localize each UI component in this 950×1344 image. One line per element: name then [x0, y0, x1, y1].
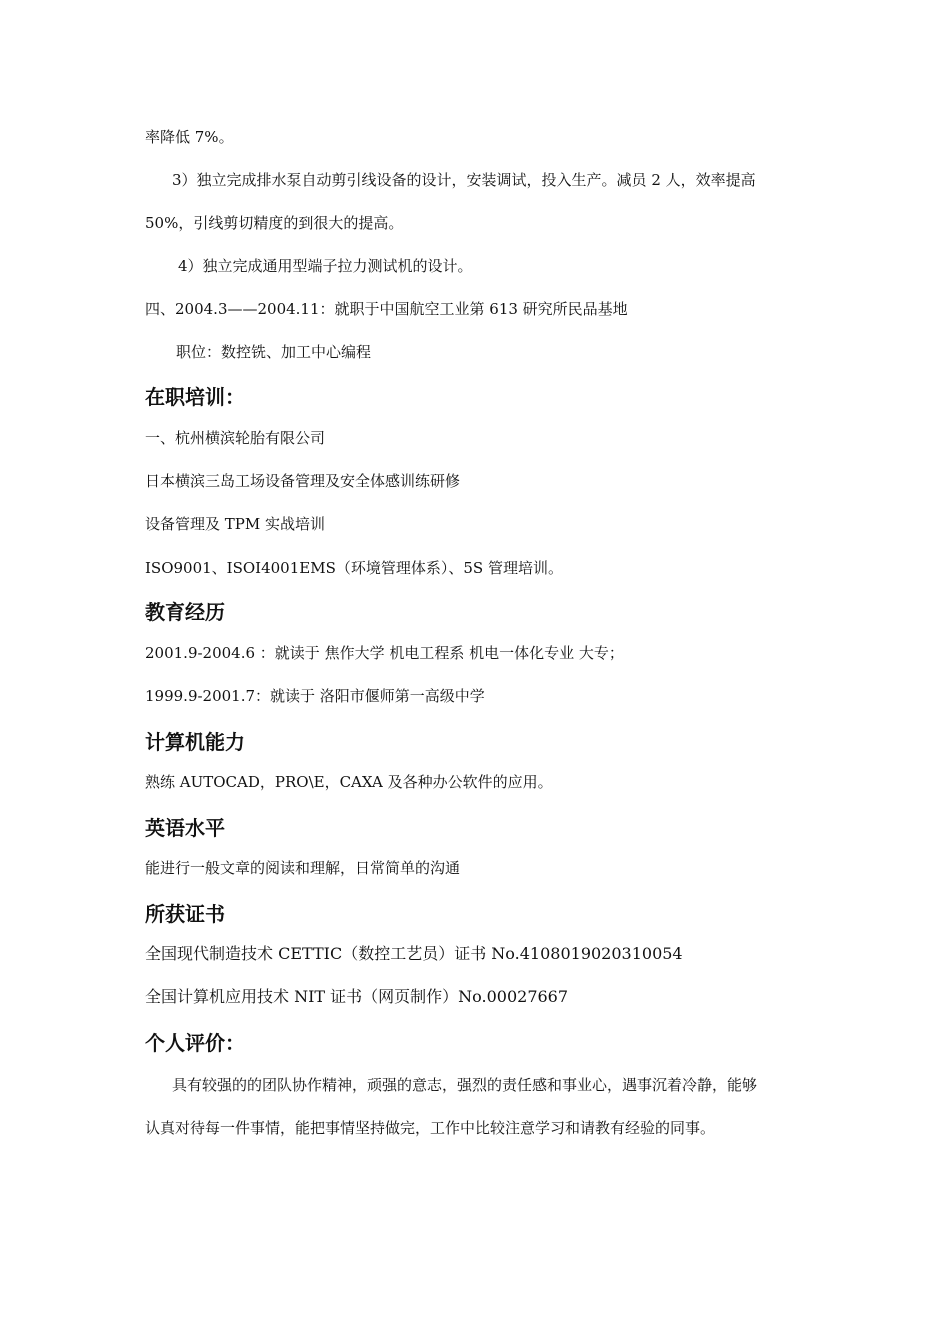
work-line: 50%，引线剪切精度的到很大的提高。: [145, 214, 404, 232]
certificate-item: 全国计算机应用技术 NIT 证书（网页制作）No.00027667: [145, 987, 569, 1006]
section-heading-training: 在职培训：: [145, 385, 245, 409]
work-line: 职位：数控铣、加工中心编程: [176, 343, 372, 361]
training-item: 设备管理及 TPM 实战培训: [145, 515, 325, 533]
work-line: 率降低 7%。: [145, 128, 234, 146]
certificate-item: 全国现代制造技术 CETTIC（数控工艺员）证书 No.4108019020310054: [145, 944, 683, 963]
training-item: 一、杭州横滨轮胎有限公司: [145, 429, 326, 447]
section-heading-english: 英语水平: [145, 816, 225, 840]
english-text: 能进行一般文章的阅读和理解，日常简单的沟通: [145, 859, 461, 877]
work-line: 3）独立完成排水泵自动剪引线设备的设计，安装调试，投入生产。减员 2 人，效率提高: [172, 171, 756, 189]
section-heading-education: 教育经历: [145, 600, 225, 624]
training-item: ISO9001、ISOI4001EMS（环境管理体系）、5S 管理培训。: [145, 559, 563, 577]
work-line: 4）独立完成通用型端子拉力测试机的设计。: [178, 257, 473, 275]
section-heading-computer: 计算机能力: [145, 730, 245, 754]
training-item: 日本横滨三岛工场设备管理及安全体感训练研修: [145, 472, 461, 490]
section-heading-evaluation: 个人评价：: [145, 1031, 245, 1055]
evaluation-line: 认真对待每一件事情，能把事情坚持做完，工作中比较注意学习和请教有经验的同事。: [145, 1119, 716, 1137]
section-heading-certificates: 所获证书: [145, 902, 225, 926]
work-line: 四、2004.3——2004.11：就职于中国航空工业第 613 研究所民品基地: [145, 300, 628, 318]
evaluation-line: 具有较强的的团队协作精神，顽强的意志，强烈的责任感和事业心，遇事沉着冷静，能够: [172, 1076, 758, 1094]
education-item: 1999.9-2001.7：就读于 洛阳市偃师第一高级中学: [145, 687, 485, 705]
computer-text: 熟练 AUTOCAD，PRO\E，CAXA 及各种办公软件的应用。: [145, 773, 553, 791]
education-item: 2001.9-2004.6 ：就读于 焦作大学 机电工程系 机电一体化专业 大专；: [145, 644, 624, 662]
